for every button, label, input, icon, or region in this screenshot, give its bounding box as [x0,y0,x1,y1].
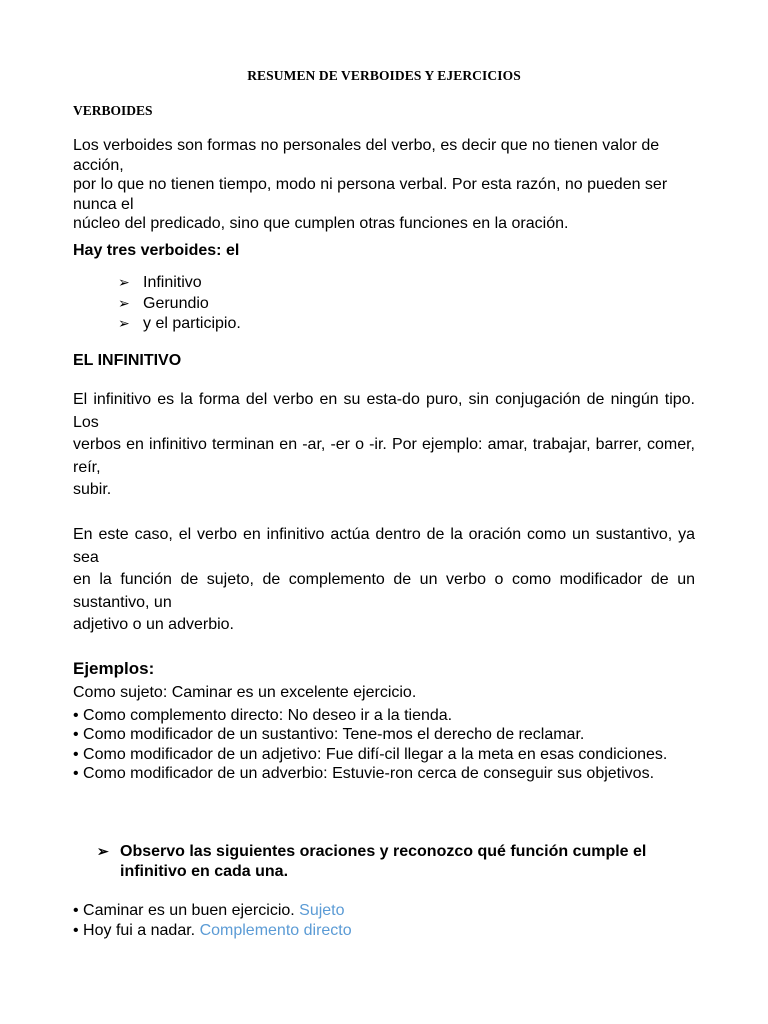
paragraph-line: subir. [73,481,112,498]
exercise-item [73,921,695,941]
verboides-list [118,272,241,334]
intro-line: Los verboides son formas no personales del verbo, es decir que no tienen valor de acción, [73,137,660,174]
infinitivo-heading: EL INFINITIVO [73,352,182,369]
paragraph-line: En este caso, el verbo en infinitivo actúa dentro de la oración como un sustantivo, ya sea [73,526,695,566]
ejemplos-list [73,683,695,784]
arrow-bullet-icon: ➢ [118,294,130,311]
ejemplos-heading: Ejemplos: [73,659,155,678]
paragraph-line: verbos en infinitivo terminan en -ar, -er o -ir. Por ejemplo: amar, trabajar, barrer, comer, reír, [73,436,695,476]
example-item: • Como modificador de un adverbio: Estuvie-ron cerca de conseguir sus objetivos. [73,765,655,782]
example-item: • Como modificador de un adjetivo: Fue difí-cil llegar a la meta en esas condiciones. [73,745,668,763]
example-item: • Como modificador de un sustantivo: Tene-mos el derecho de reclamar. [73,726,585,743]
exercise-answer: Sujeto [299,902,345,919]
intro-line: núcleo del predicado, sino que cumplen otras funciones en la oración. [73,215,569,232]
exercise-sentence: • Caminar es un buen ejercicio. [73,902,300,919]
list-item [118,313,241,334]
section-heading-verboides: VERBOIDES [73,103,153,118]
list-item-label: Infinitivo [143,274,202,291]
instruction-text: Observo las siguientes oraciones y reconozco qué función cumple el infinitivo en cada una. [120,843,647,880]
exercise-list [73,901,695,940]
intro-paragraph [73,136,695,234]
intro-line: por lo que no tienen tiempo, modo ni persona verbal. Por esta razón, no pueden ser nunca el [73,176,668,213]
arrow-bullet-icon: ➢ [97,843,109,859]
example-item: Como sujeto: Caminar es un excelente ejercicio. [73,684,417,701]
list-item [118,272,241,293]
exercise-sentence: • Hoy fui a nadar. [73,921,200,939]
exercise-answer: Complemento directo [199,921,352,939]
list-item-label: y el participio. [143,315,241,332]
infinitivo-paragraph-2 [73,524,695,637]
exercise-instruction [97,842,697,881]
example-item: • Como complemento directo: No deseo ir a la tienda. [73,706,453,724]
exercise-item [73,901,695,921]
infinitivo-paragraph-1 [73,389,695,502]
paragraph-line: El infinitivo es la forma del verbo en su esta-do puro, sin conjugación de ningún tipo. Los [73,391,695,431]
document-title: RESUMEN DE VERBOIDES Y EJERCICIOS [247,68,521,83]
paragraph-line: en la función de sujeto, de complemento de un verbo o como modificador de un sustantivo, un [73,571,695,611]
paragraph-line: adjetivo o un adverbio. [73,616,234,633]
arrow-bullet-icon: ➢ [118,315,130,331]
arrow-bullet-icon: ➢ [118,274,130,290]
list-item [118,293,241,314]
list-item-label: Gerundio [143,294,209,312]
three-verboides-heading: Hay tres verboides: el [73,242,240,259]
